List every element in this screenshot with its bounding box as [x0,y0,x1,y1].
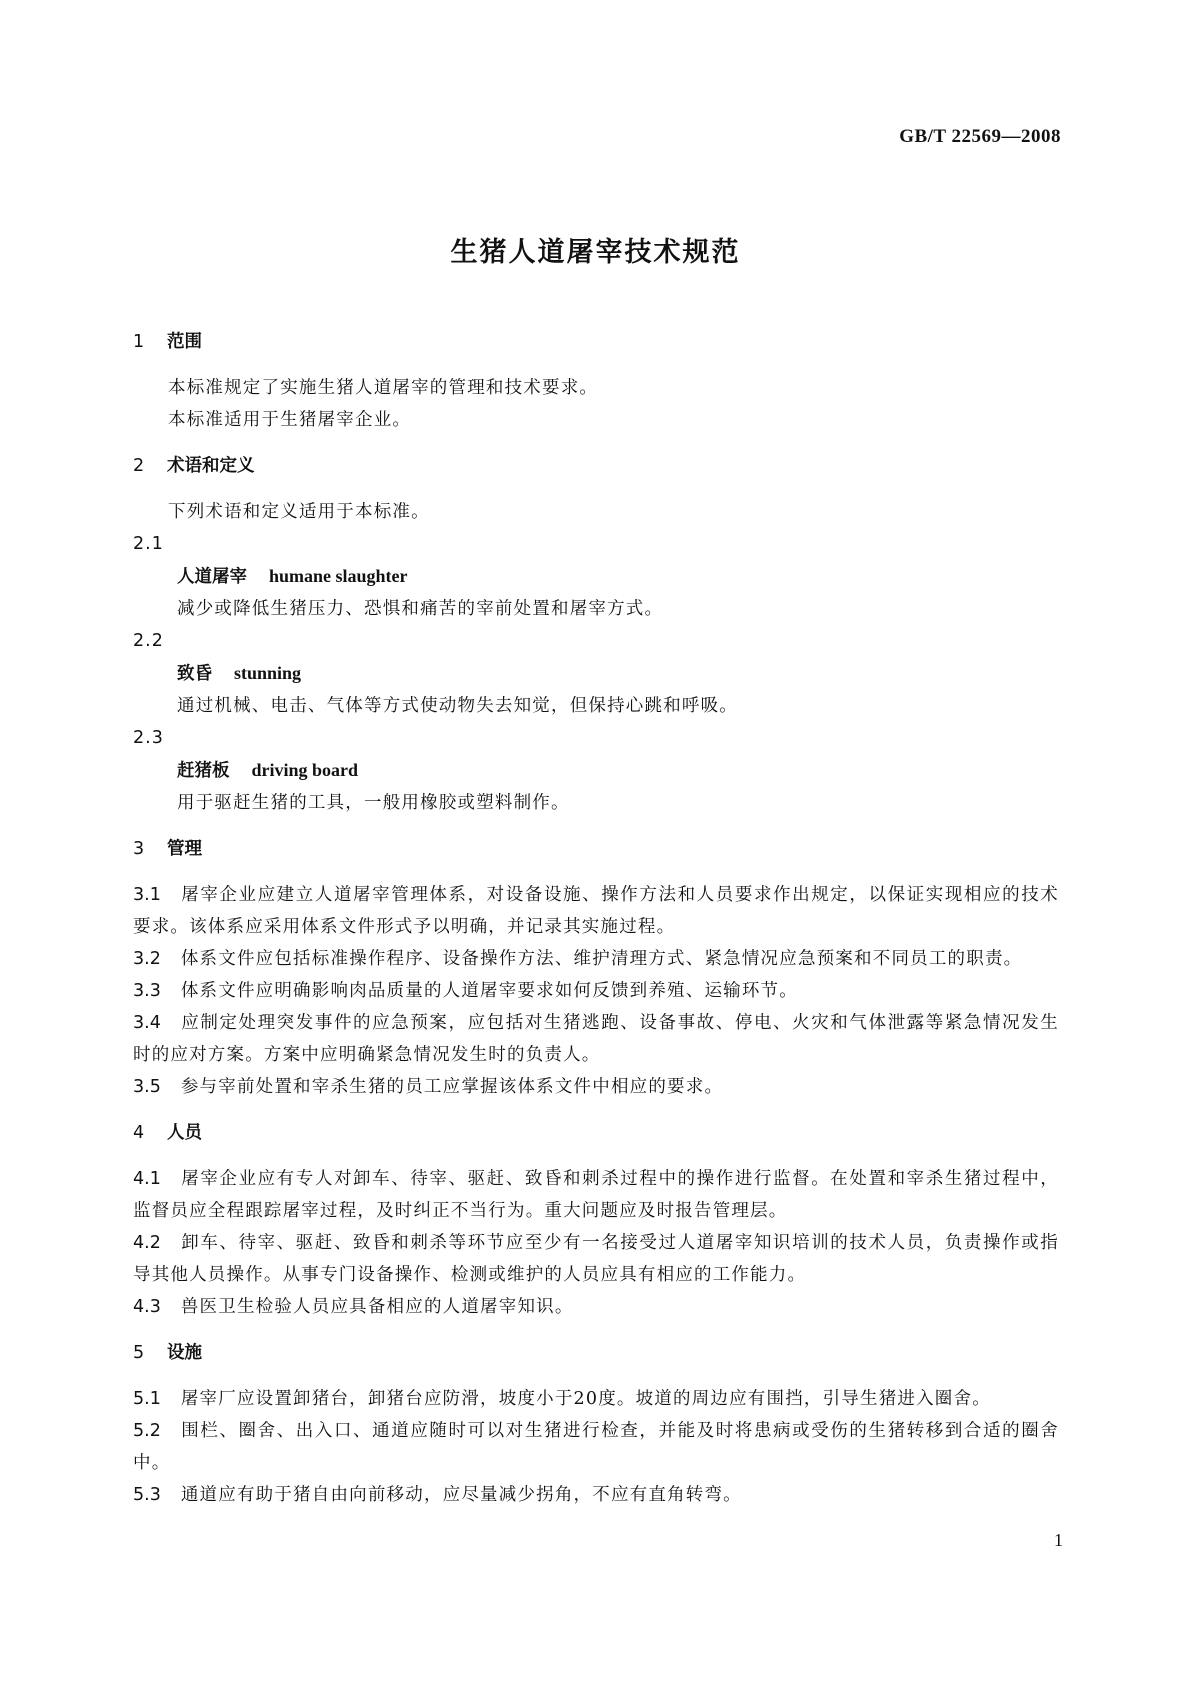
clause [133,1163,1059,1227]
term-name-en: driving board [251,760,359,780]
clause-number: 3.5 [133,1077,161,1097]
term-definition: 通过机械、电击、气体等方式使动物失去知觉，但保持心跳和呼吸。 [177,696,738,716]
section-heading-scope [133,326,1059,358]
clause-number: 4.3 [133,1297,161,1317]
clause-number: 5.3 [133,1485,161,1505]
section-title: 人员 [167,1123,202,1143]
clause-text: 参与宰前处置和宰杀生猪的员工应掌握该体系文件中相应的要求。 [180,1077,724,1097]
paragraph: 本标准规定了实施生猪人道屠宰的管理和技术要求。 [168,378,599,398]
clause [133,1007,1059,1071]
clause [133,975,1059,1007]
clause-text: 体系文件应明确影响肉品质量的人道屠宰要求如何反馈到养殖、运输环节。 [180,981,798,1001]
section-number: 5 [133,1343,145,1363]
clause-text: 通道应有助于猪自由向前移动，应尽量减少拐角，不应有直角转弯。 [180,1485,742,1505]
term-name [133,560,1059,593]
clause-number: 5.2 [133,1421,161,1441]
clause [133,879,1059,943]
clause-text: 卸车、待宰、驱赶、致昏和刺杀等环节应至少有一名接受过人道屠宰知识培训的技术人员，负责操作或指导其他人员操作。从事专门设备操作、检测或维护的人员应具有相应的工作能力。 [133,1233,1059,1285]
section-title: 管理 [167,839,202,859]
clause-text: 屠宰厂应设置卸猪台，卸猪台应防滑，坡度小于20度。坡道的周边应有围挡，引导生猪进入圈舍。 [180,1389,991,1409]
term-entry [133,722,1059,819]
term-definition: 减少或降低生猪压力、恐惧和痛苦的宰前处置和屠宰方式。 [177,599,664,619]
section-title: 术语和定义 [167,456,255,476]
section-number: 2 [133,456,145,476]
clause-text: 屠宰企业应建立人道屠宰管理体系，对设备设施、操作方法和人员要求作出规定，以保证实现相应的技术要求。该体系应采用体系文件形式予以明确，并记录其实施过程。 [133,885,1059,937]
page-number: 1 [1054,1530,1063,1550]
paragraph: 本标准适用于生猪屠宰企业。 [168,410,412,430]
clause-text: 兽医卫生检验人员应具备相应的人道屠宰知识。 [180,1297,574,1317]
section-heading-terms [133,450,1059,482]
clause-number: 3.4 [133,1013,161,1033]
clause-number: 3.3 [133,981,161,1001]
term-name-cn: 赶猪板 [177,761,230,781]
section-number: 3 [133,839,145,859]
clause-number: 3.1 [133,885,161,905]
clause [133,1415,1059,1479]
document-body [133,326,1059,1511]
document-title: 生猪人道屠宰技术规范 [450,237,741,268]
clause-number: 5.1 [133,1389,161,1409]
section-number: 1 [133,332,145,352]
term-name [133,754,1059,787]
clause [133,1383,1059,1415]
term-name [133,657,1059,690]
term-number: 2.1 [133,534,164,554]
clause-text: 围栏、圈舍、出入口、通道应随时可以对生猪进行检查，并能及时将患病或受伤的生猪转移到合适的圈舍中。 [133,1421,1059,1473]
term-definition: 用于驱赶生猪的工具，一般用橡胶或塑料制作。 [177,793,570,813]
clause [133,1291,1059,1323]
term-number: 2.3 [133,728,164,748]
section-number: 4 [133,1123,145,1143]
term-entry [133,528,1059,625]
term-number: 2.2 [133,631,164,651]
clause-text: 屠宰企业应有专人对卸车、待宰、驱赶、致昏和刺杀过程中的操作进行监督。在处置和宰杀生猪过程中，监督员应全程跟踪屠宰过程，及时纠正不当行为。重大问题应及时报告管理层。 [133,1169,1059,1221]
term-name-cn: 人道屠宰 [177,567,247,587]
standard-code: GB/T 22569—2008 [899,126,1061,147]
clause-number: 4.2 [133,1233,161,1253]
section-heading-facilities [133,1337,1059,1369]
term-name-en: humane slaughter [269,566,408,586]
section-title: 范围 [167,332,202,352]
term-entry [133,625,1059,722]
section-heading-personnel [133,1117,1059,1149]
clause [133,1227,1059,1291]
clause [133,1479,1059,1511]
section-title: 设施 [167,1343,202,1363]
section-heading-management [133,833,1059,865]
clause [133,1071,1059,1103]
term-name-cn: 致昏 [177,664,212,684]
paragraph: 下列术语和定义适用于本标准。 [168,502,430,522]
clause-number: 4.1 [133,1169,161,1189]
clause-text: 体系文件应包括标准操作程序、设备操作方法、维护清理方式、紧急情况应急预案和不同员工的职责。 [180,949,1023,969]
clause-text: 应制定处理突发事件的应急预案，应包括对生猪逃跑、设备事故、停电、火灾和气体泄露等紧急情况发生时的应对方案。方案中应明确紧急情况发生时的负责人。 [133,1013,1059,1065]
term-name-en: stunning [234,663,302,683]
clause [133,943,1059,975]
clause-number: 3.2 [133,949,161,969]
